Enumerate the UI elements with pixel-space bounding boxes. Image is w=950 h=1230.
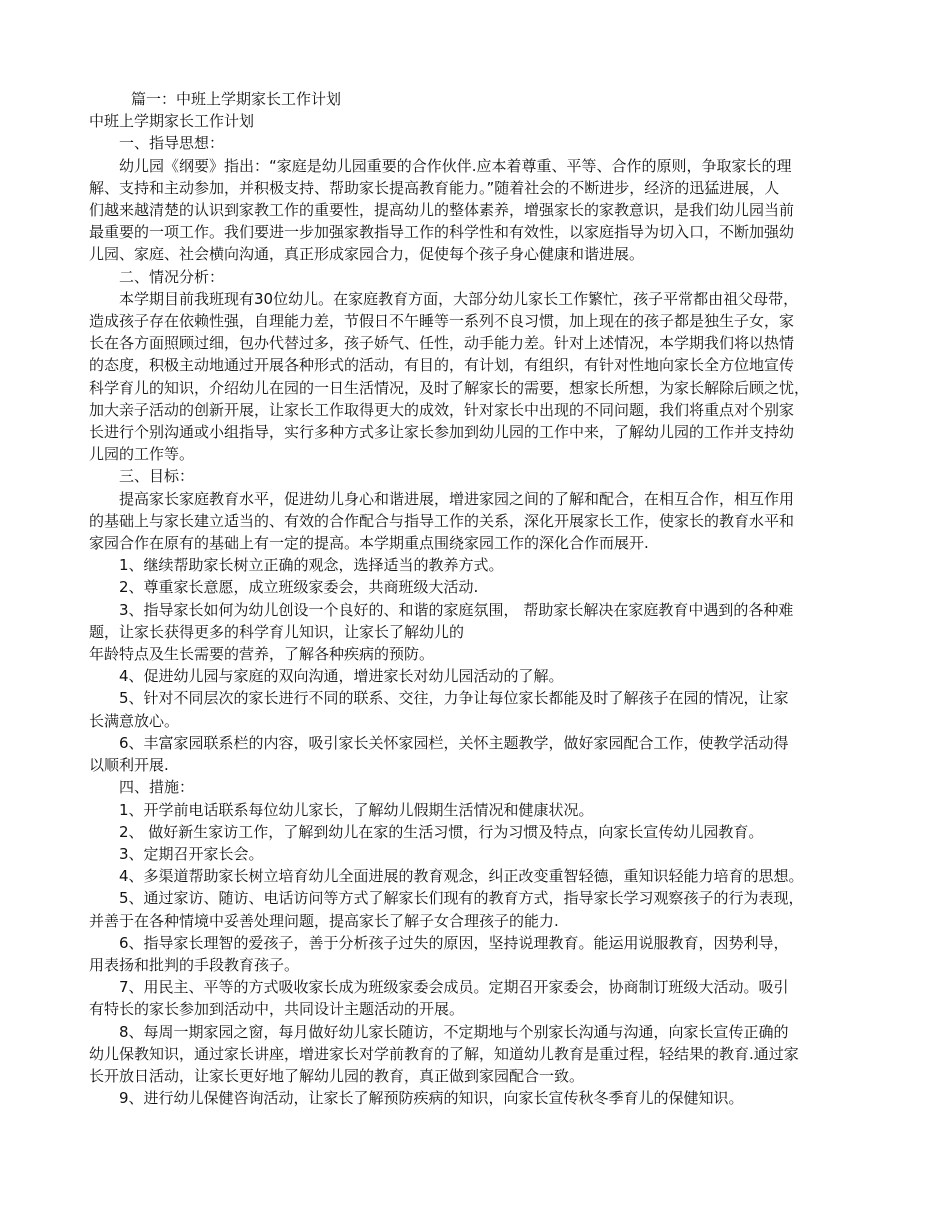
paragraph-line: 长进行个别沟通或小组指导，实行多种方式多让家长参加到幼儿园的工作中来，了解幼儿园的工作并支持幼 [89,423,795,442]
list-item [89,865,862,887]
paragraph-line: 儿园、家庭、社会横向沟通，真正形成家园合力，促使每个孩子身心健康和谐进展。 [89,245,645,264]
list-item-line: 6、丰富家园联系栏的内容，吸引家长关怀家园栏，关怀主题教学，做好家园配合工作，使教学活动得 [119,733,789,752]
list-item-line: 3、指导家长如何为幼儿创设一个良好的、和谐的家庭氛围， 帮助家长解决在家庭教育中遇到的各种难 [119,600,794,619]
section-heading: 三、目标： [119,467,195,486]
list-item [89,1021,862,1088]
paragraph-line: 解、支持和主动参加，并积极支持、帮助家长提高教育能力。”随着社会的不断进步，经济的迅猛进展，人 [89,178,780,197]
list-item-line: 2、尊重家长意愿，成立班级家委会，共商班级大活动. [119,578,479,597]
list-item [89,732,862,776]
list-item-line: 4、促进幼儿园与家庭的双向沟通，增进家长对幼儿园活动的了解。 [119,667,564,686]
list-item-line: 2、 做好新生家访工作，了解到幼儿在家的生活习惯，行为习惯及特点，向家长宣传幼儿园教育。 [119,822,764,841]
list-item [89,687,862,731]
paragraph-line: 们越来越清楚的认识到家教工作的重要性，提高幼儿的整体素养，增强家长的家教意识，是我们幼儿园当前 [89,201,795,220]
list-item-line: 3、定期召开家长会。 [119,844,264,863]
list-item-line: 长满意放心。 [89,711,180,730]
list-item-line: 7、用民主、平等的方式吸收家长成为班级家委会成员。定期召开家委会，协商制订班级大活动。吸引 [119,978,789,997]
list-item-line: 4、多渠道帮助家长树立培育幼儿全面进展的教育观念，纠正改变重智轻德，重知识轻能力培育的思想。 [119,867,804,886]
paragraph-line: 的基础上与家长建立适当的、有效的合作配合与指导工作的关系，深化开展家长工作，使家长的教育水平和 [89,511,795,530]
list-item [89,799,862,821]
paragraph-line: 提高家长家庭教育水平，促进幼儿身心和谐进展，增进家园之间的了解和配合，在相互合作，相互作用 [119,489,795,508]
list-item [89,665,862,687]
list-item-line: 长开放日活动，让家长更好地了解幼儿园的教育，真正做到家园配合一致。 [89,1066,585,1085]
list-item-line: 5、针对不同层次的家长进行不同的联系、交往，力争让每位家长都能及时了解孩子在园的情况，让家 [119,689,789,708]
chapter-title: 篇一：中班上学期家长工作计划 [131,90,342,108]
list-item-line: 并善于在各种情境中妥善处理问题，提高家长了解子女合理孩子的能力. [89,911,559,930]
list-item [89,599,862,666]
list-item [89,576,862,598]
section-paragraph [89,155,862,266]
list-item-line: 以顺利开展. [89,756,169,775]
paragraph-line: 造成孩子存在依赖性强，自理能力差，节假日不午睡等一系列不良习惯，加上现在的孩子都是独生子女，家 [89,312,795,331]
list-item [89,1087,862,1109]
paragraph-line: 本学期目前我班现有30位幼儿。在家庭教育方面，大部分幼儿家长工作繁忙，孩子平常都由祖父母带， [119,289,799,308]
document-title: 中班上学期家长工作计划 [89,112,255,131]
list-item-line: 8、每周一期家园之窗，每月做好幼儿家长随访，不定期地与个别家长沟通与沟通，向家长宣传正确的 [119,1022,789,1041]
paragraph-line: 幼儿园《纲要》指出：“家庭是幼儿园重要的合作伙伴.应本着尊重、平等、合作的原则，争取家长的理 [119,156,792,175]
paragraph-line: 长在各方面照顾过细，包办代替过多，孩子娇气、任性，动手能力差。针对上述情况，本学期我们将以热情 [89,334,795,353]
list-item [89,821,862,843]
list-item [89,887,862,931]
list-item-line: 年龄特点及生长需要的营养，了解各种疾病的预防。 [89,645,435,664]
list-item-line: 9、进行幼儿保健咨询活动，让家长了解预防疾病的知识，向家长宣传秋冬季育儿的保健知识。 [119,1089,744,1108]
section-heading: 一、指导思想： [119,134,225,153]
list-item-line: 幼儿保教知识，通过家长讲座，增进家长对学前教育的了解，知道幼儿教育是重过程，轻结果的教育.通过家 [89,1044,799,1063]
list-item-line: 有特长的家长参加到活动中，共同设计主题活动的开展。 [89,1000,465,1019]
list-item-line: 1、开学前电话联系每位幼儿家长，了解幼儿假期生活情况和健康状况。 [119,800,594,819]
list-item-line: 5、通过家访、随访、电话访问等方式了解家长们现有的教育方式，指导家长学习观察孩子的行为表现， [119,889,804,908]
section-heading: 二、情况分析： [119,267,225,286]
list-item-line: 题，让家长获得更多的科学育儿知识，让家长了解幼儿的 [89,622,465,641]
section-paragraph [89,488,862,555]
paragraph-line: 儿园的工作等。 [89,445,195,464]
list-item [89,554,862,576]
list-item-line: 1、继续帮助家长树立正确的观念，选择适当的教养方式。 [119,556,504,575]
list-item [89,843,862,865]
list-item [89,976,862,1020]
section-heading: 四、措施： [119,778,195,797]
paragraph-line: 的态度，积极主动地通过开展各种形式的活动，有目的，有计划，有组织，有针对性地向家长全方位地宣传 [89,356,795,375]
paragraph-line: 加大亲子活动的创新开展，让家长工作取得更大的成效，针对家长中出现的不同问题，我们将重点对个别家 [89,400,795,419]
paragraph-line: 科学育儿的知识，介绍幼儿在园的一日生活情况，及时了解家长的需要，想家长所想，为家长解除后顾之忧， [89,378,810,397]
paragraph-line: 家园合作在原有的基础上有一定的提高。本学期重点围绕家园工作的深化合作而展开. [89,534,649,553]
list-item [89,932,862,976]
paragraph-line: 最重要的一项工作。我们要进一步加强家教指导工作的科学性和有效性，以家庭指导为切入口，不断加强幼 [89,223,795,242]
list-item-line: 用表扬和批判的手段教育孩子。 [89,955,300,974]
section-paragraph [89,288,862,466]
list-item-line: 6、指导家长理智的爱孩子，善于分析孩子过失的原因，坚持说理教育。能运用说服教育，因势利导， [119,933,789,952]
